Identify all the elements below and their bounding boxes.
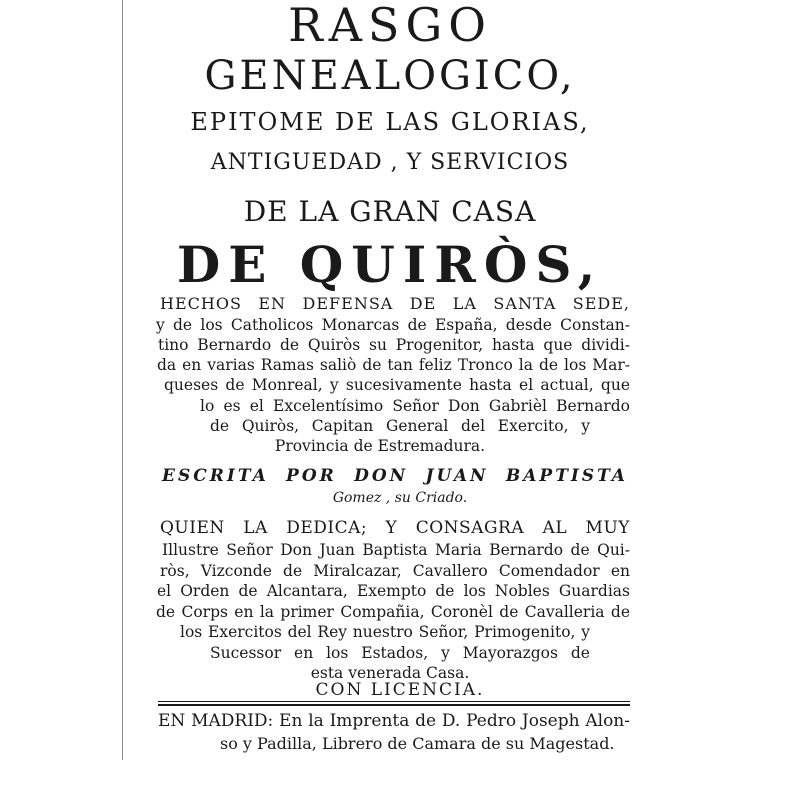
title-line-4: ANTIGUEDAD , Y SERVICIOS: [210, 150, 570, 175]
author-line-1: ESCRITA POR DON JUAN BAPTISTA: [162, 466, 628, 486]
dedication-line: Illustre Señor Don Juan Baptista Maria Bernardo de Qui-: [162, 541, 630, 559]
description-line: y de los Catholicos Monarcas de España, desde Constan-: [156, 316, 630, 334]
description-line: da en varias Ramas saliò de tan feliz Tronco la de los Mar-: [157, 356, 630, 374]
divider-rule: [158, 701, 630, 702]
imprint-line-2: so y Padilla, Librero de Camara de su Magestad.: [220, 734, 615, 753]
license-line: CON LICENCIA.: [315, 680, 485, 700]
description-line: queses de Monreal, y sucesivamente hasta el actual, que: [164, 376, 630, 394]
description-line: de Quiròs, Capitan General del Exercito, y: [210, 417, 590, 435]
dedication-line: QUIEN LA DEDICA; Y CONSAGRA AL MUY: [160, 518, 630, 538]
title-line-6: DE QUIRÒS,: [176, 235, 604, 294]
imprint-line-1: EN MADRID: En la Imprenta de D. Pedro Joseph Alon-: [158, 711, 630, 731]
dedication-line: el Orden de Alcantara, Exempto de los Nobles Guardias: [157, 582, 630, 600]
page-edge-rule: [122, 0, 123, 760]
title-line-3: EPITOME DE LAS GLORIAS,: [190, 108, 590, 136]
dedication-line: ròs, Vizconde de Miralcazar, Cavallero Comendador en: [160, 562, 630, 580]
description-line: tino Bernardo de Quiròs su Progenitor, hasta que dividi-: [158, 336, 630, 354]
dedication-line: de Corps en la primer Compañia, Coronèl de Cavalleria de: [156, 603, 630, 621]
description-line: Provincia de Estremadura.: [274, 437, 486, 455]
dedication-line: los Exercitos del Rey nuestro Señor, Primogenito, y: [180, 623, 590, 641]
dedication-line: esta venerada Casa.: [310, 664, 470, 682]
divider-rule: [158, 704, 630, 706]
author-line-2: Gomez , su Criado.: [332, 490, 468, 506]
title-line-5: DE LA GRAN CASA: [243, 195, 537, 228]
title-line-2: GENEALOGICO,: [204, 53, 576, 99]
description-line: lo es el Excelentísimo Señor Don Gabrièl Bernardo: [200, 397, 630, 415]
dedication-line: Sucessor en los Estados, y Mayorazgos de: [210, 644, 590, 662]
description-line: HECHOS EN DEFENSA DE LA SANTA SEDE,: [160, 294, 630, 313]
title-line-1: RASGO: [288, 0, 492, 52]
